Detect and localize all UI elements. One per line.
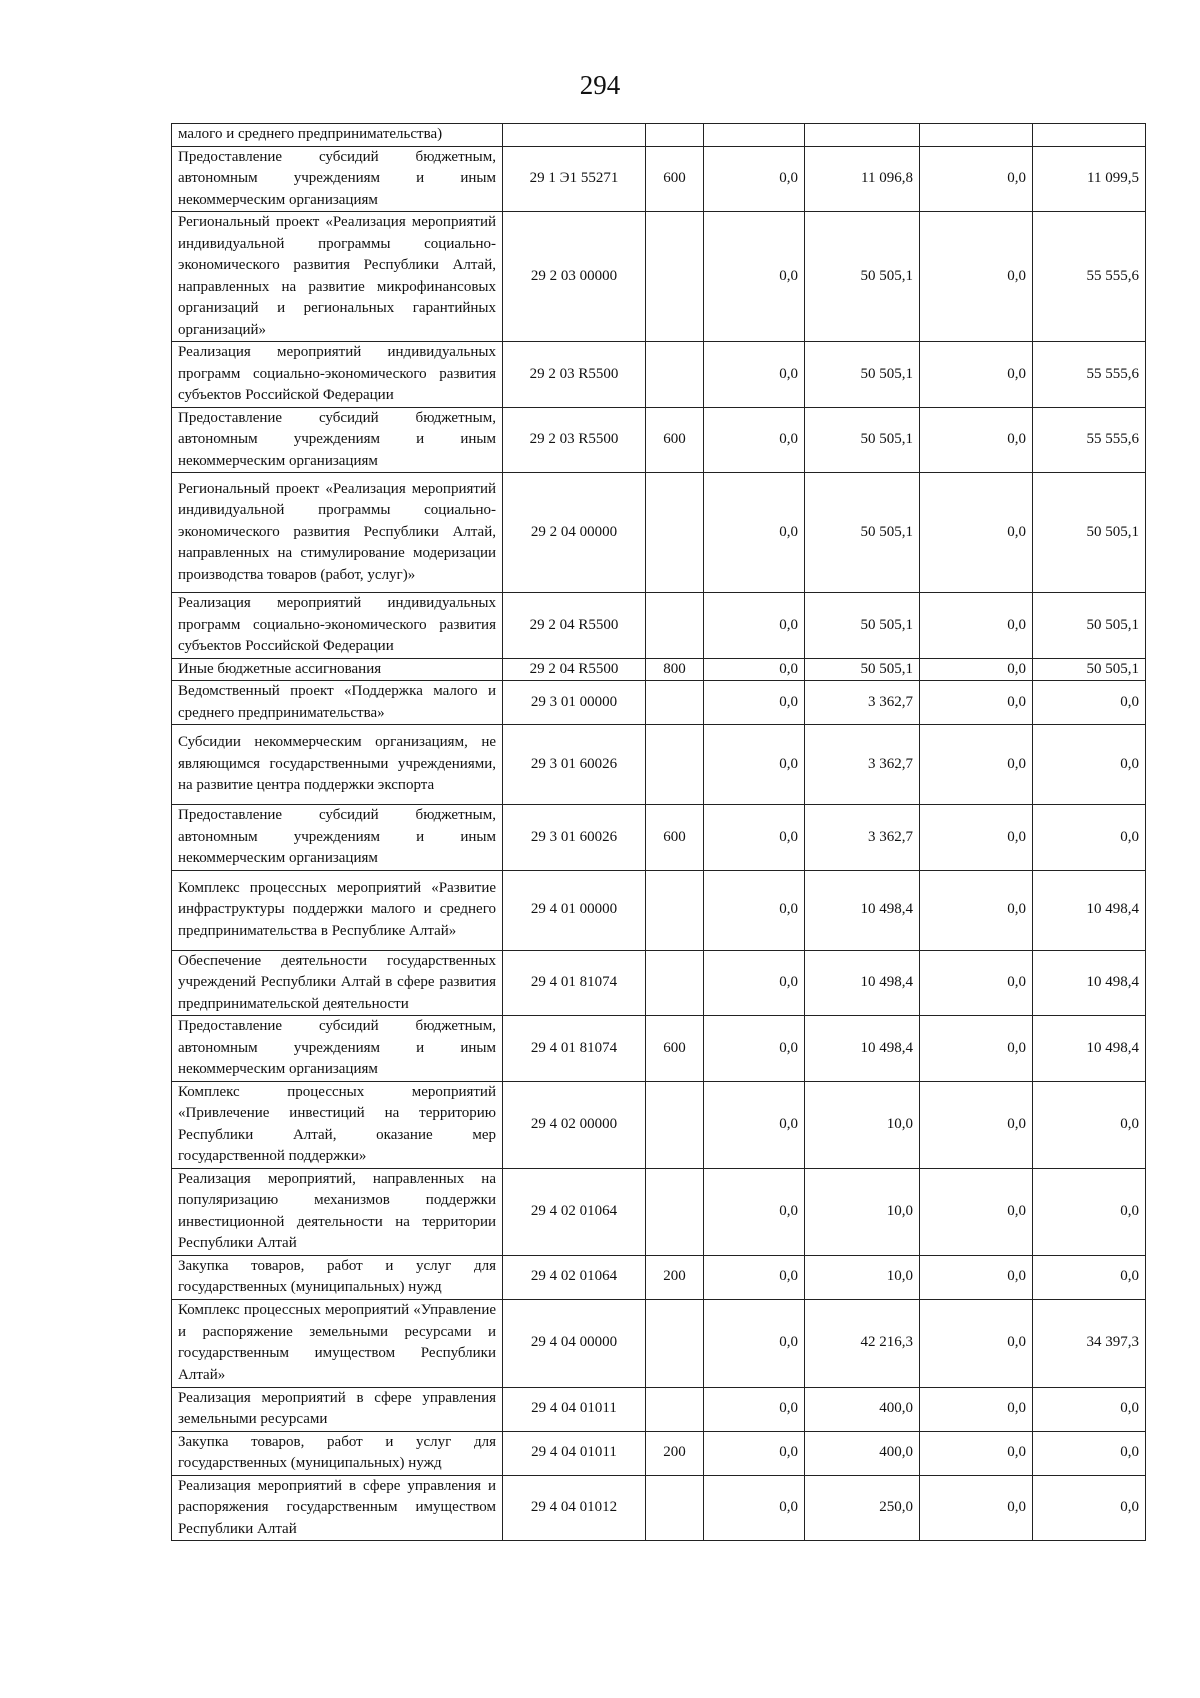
row-value-2: 11 096,8 [805,146,920,212]
row-expense-type [646,212,704,342]
table-row [172,681,1146,725]
row-value-4: 10 498,4 [1033,950,1146,1016]
row-value-1: 0,0 [704,870,805,950]
table-row [172,725,1146,805]
row-expense-type: 600 [646,407,704,473]
row-name: Региональный проект «Реализация мероприятий индивидуальной программы социально-экономического развития Республики Алтай, направленных на стимулирование модеризации производства товаров (работ, услуг)» [172,473,503,593]
row-value-3: 0,0 [920,407,1033,473]
row-value-4: 0,0 [1033,1475,1146,1541]
row-name: Обеспечение деятельности государственных учреждений Республики Алтай в сфере развития предпринимательской деятельности [172,950,503,1016]
row-expense-type [646,950,704,1016]
row-value-1: 0,0 [704,725,805,805]
row-name: Комплекс процессных мероприятий «Привлечение инвестиций на территорию Республики Алтай, оказание мер государственной поддержки» [172,1081,503,1168]
row-expense-type [646,124,704,147]
row-value-2: 3 362,7 [805,805,920,871]
row-value-4: 11 099,5 [1033,146,1146,212]
row-value-2: 250,0 [805,1475,920,1541]
row-value-4: 0,0 [1033,1081,1146,1168]
row-code: 29 4 04 00000 [503,1299,646,1387]
row-value-2: 50 505,1 [805,407,920,473]
row-expense-type [646,725,704,805]
row-code: 29 2 03 R5500 [503,342,646,408]
row-value-2: 10 498,4 [805,950,920,1016]
row-expense-type [646,593,704,659]
row-value-4: 0,0 [1033,1387,1146,1431]
row-value-2: 3 362,7 [805,725,920,805]
row-code: 29 4 04 01011 [503,1387,646,1431]
row-value-4: 50 505,1 [1033,593,1146,659]
row-value-1: 0,0 [704,658,805,681]
row-value-3: 0,0 [920,870,1033,950]
row-value-4: 0,0 [1033,681,1146,725]
table-row [172,1255,1146,1299]
table-row [172,1431,1146,1475]
row-code: 29 4 02 00000 [503,1081,646,1168]
row-expense-type [646,1475,704,1541]
row-value-3: 0,0 [920,146,1033,212]
row-value-3: 0,0 [920,593,1033,659]
row-value-1: 0,0 [704,1255,805,1299]
row-value-1: 0,0 [704,407,805,473]
row-value-4: 0,0 [1033,1431,1146,1475]
row-code: 29 3 01 00000 [503,681,646,725]
row-value-1: 0,0 [704,950,805,1016]
row-value-3: 0,0 [920,658,1033,681]
row-code: 29 2 04 R5500 [503,593,646,659]
row-value-3: 0,0 [920,1431,1033,1475]
row-value-1: 0,0 [704,212,805,342]
table-row [172,473,1146,593]
row-expense-type [646,1168,704,1255]
row-name: малого и среднего предпринимательства) [172,124,503,147]
row-code: 29 4 04 01012 [503,1475,646,1541]
row-value-2: 10,0 [805,1255,920,1299]
row-value-3: 0,0 [920,725,1033,805]
row-value-1: 0,0 [704,473,805,593]
row-value-3: 0,0 [920,1475,1033,1541]
row-expense-type: 600 [646,805,704,871]
row-code: 29 2 04 R5500 [503,658,646,681]
row-value-4: 10 498,4 [1033,1016,1146,1082]
table-row [172,950,1146,1016]
row-value-4: 0,0 [1033,805,1146,871]
row-expense-type: 200 [646,1431,704,1475]
row-value-4: 10 498,4 [1033,870,1146,950]
row-expense-type [646,681,704,725]
row-value-4: 55 555,6 [1033,342,1146,408]
table-row [172,1475,1146,1541]
row-name: Реализация мероприятий индивидуальных программ социально-экономического развития субъектов Российской Федерации [172,593,503,659]
row-value-1: 0,0 [704,1168,805,1255]
row-expense-type: 600 [646,146,704,212]
row-name: Иные бюджетные ассигнования [172,658,503,681]
row-value-4: 0,0 [1033,1168,1146,1255]
row-value-2: 10,0 [805,1081,920,1168]
page-number: 294 [579,70,621,100]
row-value-3: 0,0 [920,1168,1033,1255]
row-value-1: 0,0 [704,1475,805,1541]
row-name: Реализация мероприятий, направленных на популяризацию механизмов поддержки инвестиционной деятельности на территории Республики Алтай [172,1168,503,1255]
row-value-1: 0,0 [704,1431,805,1475]
row-value-3: 0,0 [920,342,1033,408]
row-value-2: 10,0 [805,1168,920,1255]
budget-table [171,123,1146,1541]
row-value-4: 0,0 [1033,1255,1146,1299]
row-name: Предоставление субсидий бюджетным, автономным учреждениям и иным некоммерческим организациям [172,146,503,212]
row-name: Реализация мероприятий индивидуальных программ социально-экономического развития субъектов Российской Федерации [172,342,503,408]
table-row [172,212,1146,342]
row-code: 29 4 01 00000 [503,870,646,950]
row-value-1: 0,0 [704,593,805,659]
row-value-2: 50 505,1 [805,593,920,659]
row-expense-type: 200 [646,1255,704,1299]
row-value-3: 0,0 [920,1081,1033,1168]
row-value-3: 0,0 [920,805,1033,871]
table-row [172,342,1146,408]
row-value-3: 0,0 [920,473,1033,593]
row-name: Региональный проект «Реализация мероприятий индивидуальной программы социально-экономического развития Республики Алтай, направленных на развитие микрофинансовых организаций и региональных гарантийных организаций» [172,212,503,342]
row-value-1: 0,0 [704,681,805,725]
row-code: 29 4 02 01064 [503,1168,646,1255]
row-value-3: 0,0 [920,950,1033,1016]
table-row [172,1168,1146,1255]
row-value-1: 0,0 [704,1081,805,1168]
row-value-1: 0,0 [704,1299,805,1387]
budget-table-body [172,124,1146,1541]
row-name: Предоставление субсидий бюджетным, автономным учреждениям и иным некоммерческим организациям [172,1016,503,1082]
row-name: Предоставление субсидий бюджетным, автономным учреждениям и иным некоммерческим организациям [172,805,503,871]
table-row [172,593,1146,659]
row-expense-type [646,870,704,950]
table-row [172,658,1146,681]
row-value-3: 0,0 [920,1255,1033,1299]
row-name: Реализация мероприятий в сфере управления и распоряжения государственным имуществом Республики Алтай [172,1475,503,1541]
table-row [172,407,1146,473]
row-expense-type: 600 [646,1016,704,1082]
row-value-2: 42 216,3 [805,1299,920,1387]
row-value-3: 0,0 [920,1016,1033,1082]
row-value-2: 400,0 [805,1431,920,1475]
table-row [172,870,1146,950]
row-name: Предоставление субсидий бюджетным, автономным учреждениям и иным некоммерческим организациям [172,407,503,473]
row-value-3 [920,124,1033,147]
row-name: Закупка товаров, работ и услуг для государственных (муниципальных) нужд [172,1255,503,1299]
row-value-4: 55 555,6 [1033,212,1146,342]
row-value-2: 50 505,1 [805,212,920,342]
row-value-3: 0,0 [920,681,1033,725]
row-value-4: 55 555,6 [1033,407,1146,473]
row-code: 29 4 01 81074 [503,1016,646,1082]
row-value-2: 3 362,7 [805,681,920,725]
row-value-2: 50 505,1 [805,473,920,593]
row-value-3: 0,0 [920,1299,1033,1387]
row-code: 29 1 Э1 55271 [503,146,646,212]
row-value-1: 0,0 [704,1387,805,1431]
row-expense-type [646,473,704,593]
row-name: Закупка товаров, работ и услуг для государственных (муниципальных) нужд [172,1431,503,1475]
table-row [172,1016,1146,1082]
row-name: Реализация мероприятий в сфере управления земельными ресурсами [172,1387,503,1431]
table-row [172,1387,1146,1431]
row-code: 29 3 01 60026 [503,725,646,805]
table-row [172,146,1146,212]
row-value-4: 34 397,3 [1033,1299,1146,1387]
row-value-4: 50 505,1 [1033,473,1146,593]
row-value-2 [805,124,920,147]
row-expense-type [646,342,704,408]
table-row [172,1081,1146,1168]
row-value-4: 0,0 [1033,725,1146,805]
table-row [172,805,1146,871]
row-code: 29 4 02 01064 [503,1255,646,1299]
row-code: 29 2 03 00000 [503,212,646,342]
row-name: Комплекс процессных мероприятий «Управление и распоряжение земельными ресурсами и государственным имуществом Республики Алтай» [172,1299,503,1387]
row-code [503,124,646,147]
table-row [172,124,1146,147]
row-value-1 [704,124,805,147]
row-code: 29 4 04 01011 [503,1431,646,1475]
row-value-4: 50 505,1 [1033,658,1146,681]
row-code: 29 2 03 R5500 [503,407,646,473]
row-value-2: 400,0 [805,1387,920,1431]
row-value-2: 50 505,1 [805,342,920,408]
row-name: Комплекс процессных мероприятий «Развитие инфраструктуры поддержки малого и среднего предпринимательства в Республике Алтай» [172,870,503,950]
row-expense-type [646,1299,704,1387]
row-code: 29 2 04 00000 [503,473,646,593]
row-value-3: 0,0 [920,1387,1033,1431]
row-code: 29 4 01 81074 [503,950,646,1016]
row-expense-type: 800 [646,658,704,681]
row-expense-type [646,1387,704,1431]
row-code: 29 3 01 60026 [503,805,646,871]
row-name: Субсидии некоммерческим организациям, не являющимся государственными учреждениями, на развитие центра поддержки экспорта [172,725,503,805]
row-value-1: 0,0 [704,146,805,212]
row-name: Ведомственный проект «Поддержка малого и среднего предпринимательства» [172,681,503,725]
row-value-1: 0,0 [704,805,805,871]
row-value-1: 0,0 [704,342,805,408]
table-row [172,1299,1146,1387]
row-value-3: 0,0 [920,212,1033,342]
row-value-1: 0,0 [704,1016,805,1082]
row-value-2: 10 498,4 [805,1016,920,1082]
row-value-2: 10 498,4 [805,870,920,950]
row-value-4 [1033,124,1146,147]
row-expense-type [646,1081,704,1168]
row-value-2: 50 505,1 [805,658,920,681]
